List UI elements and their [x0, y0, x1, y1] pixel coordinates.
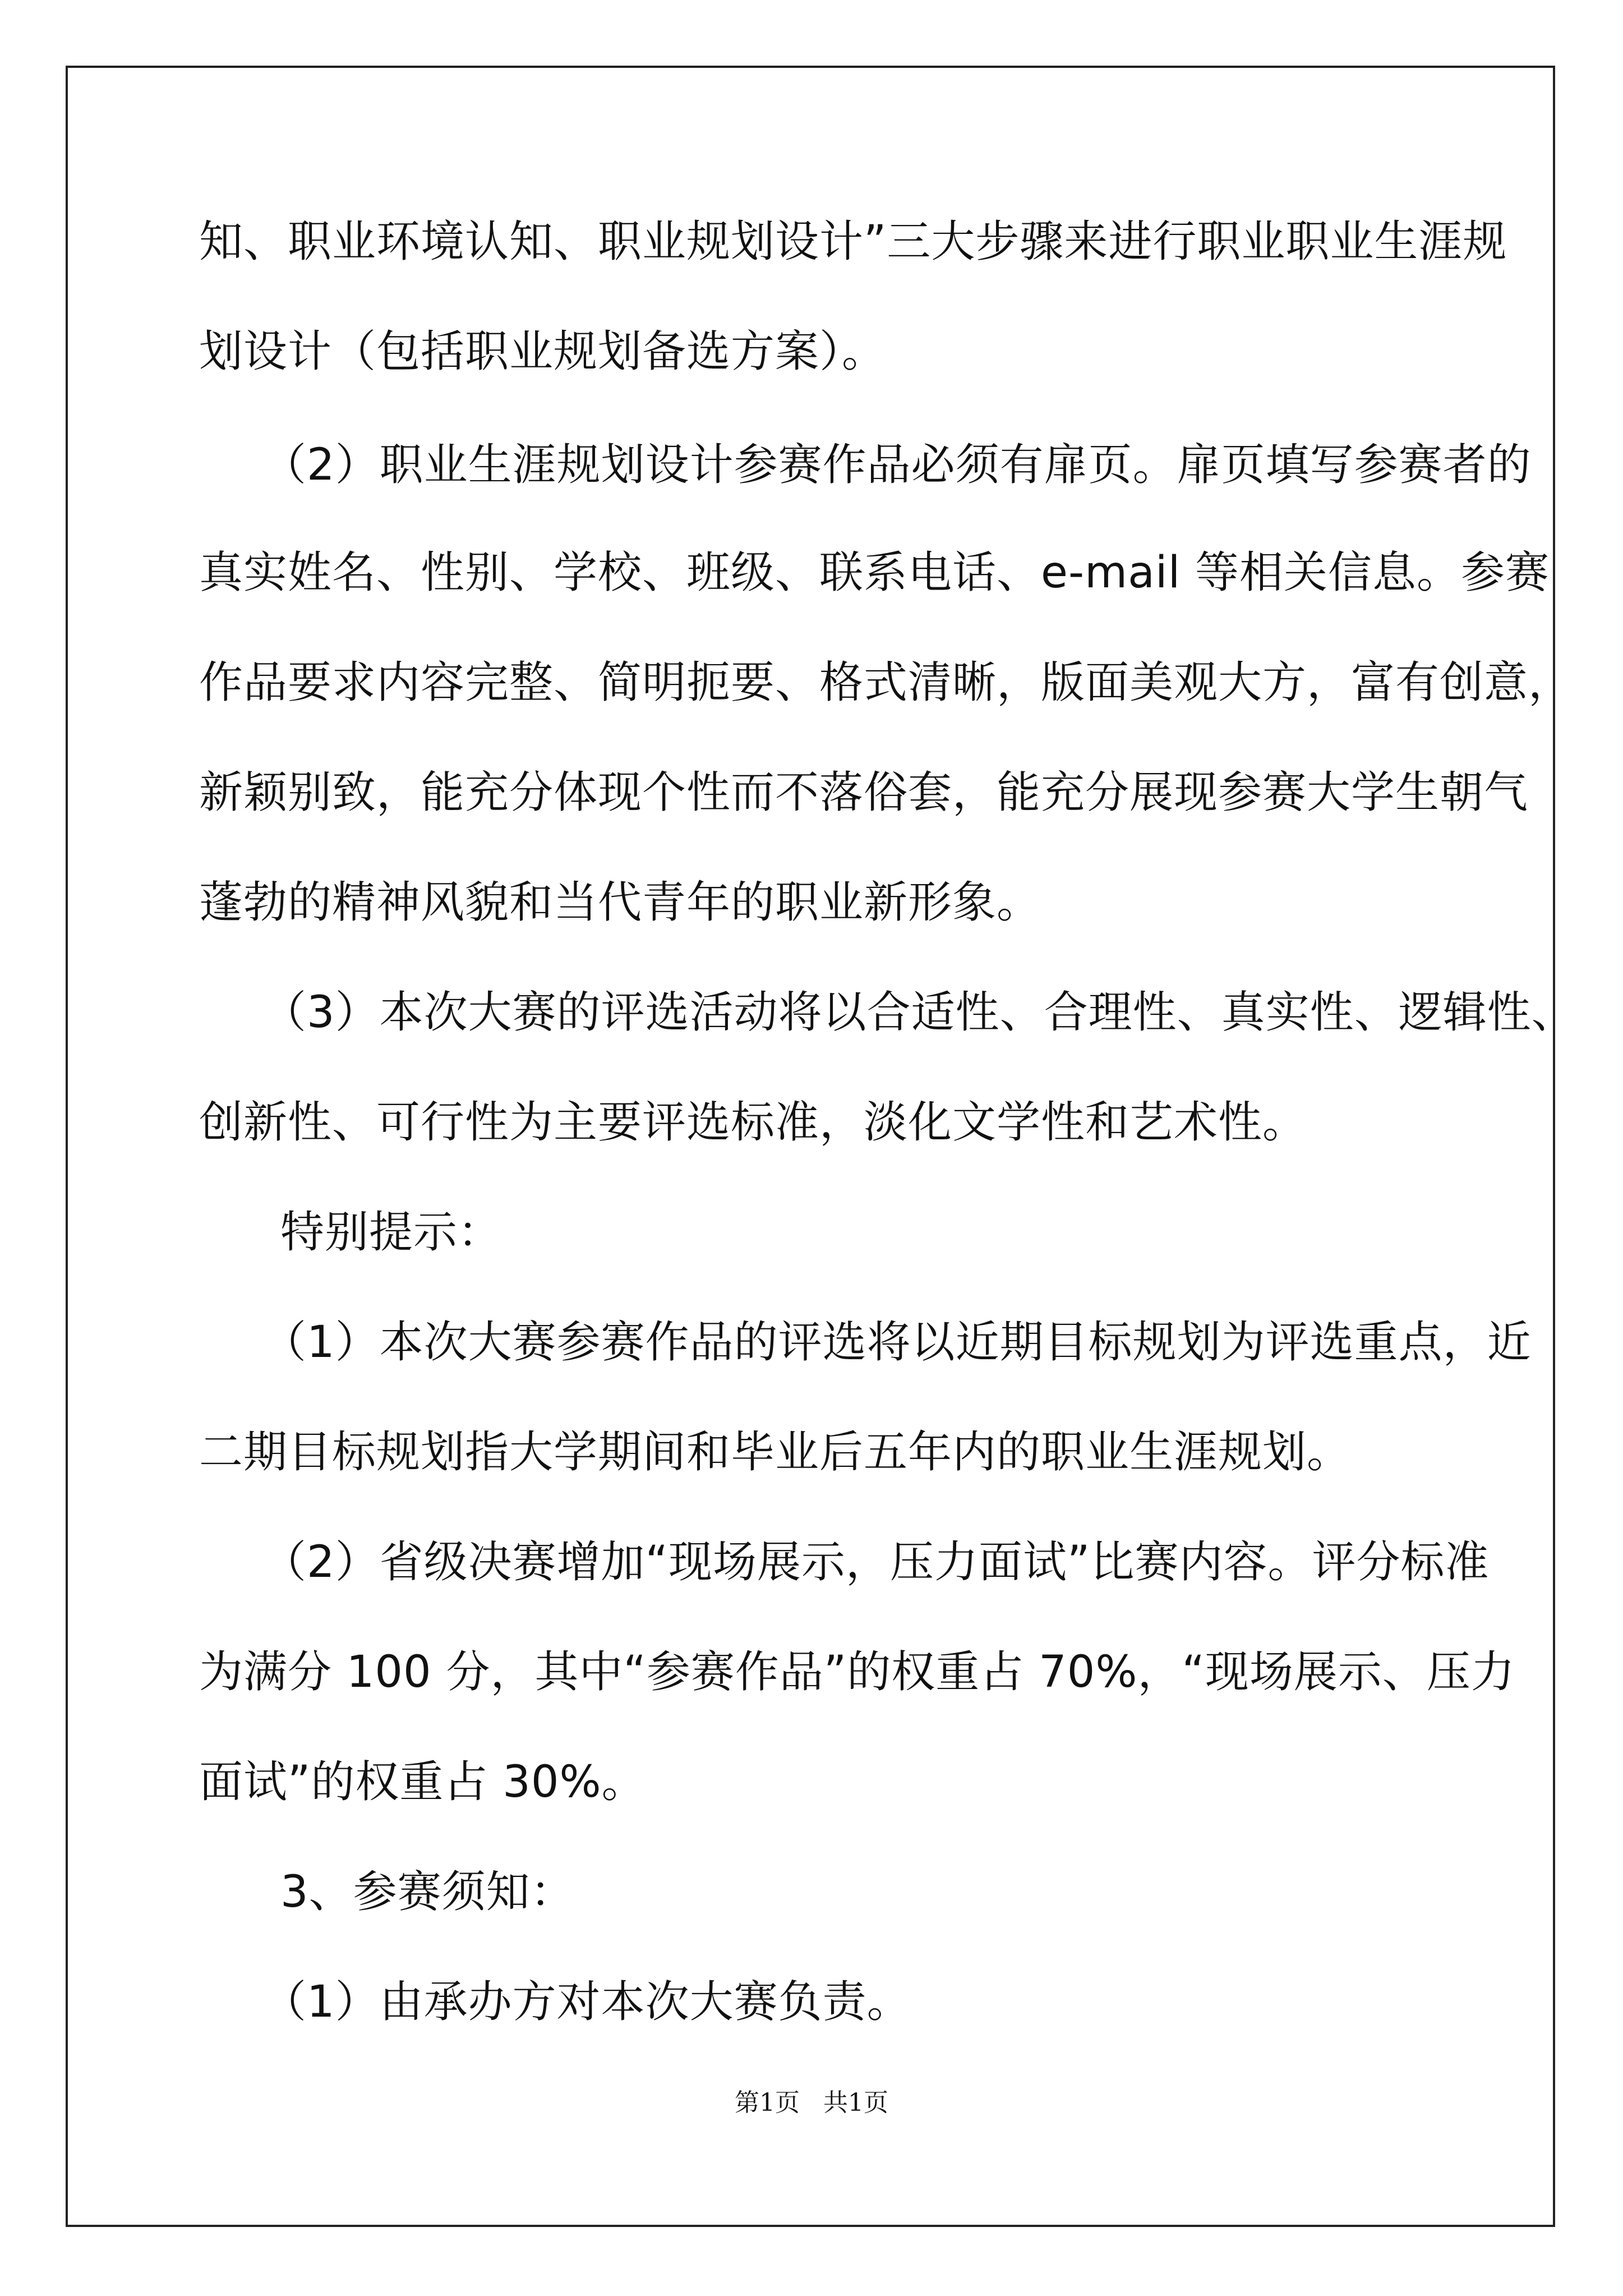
body-line: 面试”的权重占 30%。	[199, 1757, 646, 1807]
body-line: （2）职业生涯规划设计参赛作品必须有扉页。扉页填写参赛者的	[262, 440, 1532, 490]
body-line: 创新性、可行性为主要评选标准，淡化文学性和艺术性。	[199, 1097, 1307, 1148]
body-line: 知、职业环境认知、职业规划设计”三大步骤来进行职业职业生涯规	[199, 217, 1507, 267]
section-heading: 特别提示：	[280, 1207, 502, 1258]
section-heading: 3、参赛须知：	[280, 1867, 575, 1917]
body-line: 二期目标规划指大学期间和毕业后五年内的职业生涯规划。	[199, 1427, 1352, 1478]
body-line: 蓬勃的精神风貌和当代青年的职业新形象。	[199, 877, 1041, 928]
body-line: 为满分 100 分，其中“参赛作品”的权重占 70%，“现场展示、压力	[199, 1647, 1515, 1697]
body-line: （1）由承办方对本次大赛负责。	[262, 1977, 911, 2027]
body-line: （2）省级决赛增加“现场展示，压力面试”比赛内容。评分标准	[262, 1537, 1490, 1588]
body-line: （1）本次大赛参赛作品的评选将以近期目标规划为评选重点，近	[262, 1317, 1532, 1368]
body-line: （3）本次大赛的评选活动将以合适性、合理性、真实性、逻辑性、	[262, 987, 1576, 1038]
page-footer: 第1页 共1页	[735, 2088, 888, 2117]
body-line: 真实姓名、性别、学校、班级、联系电话、e-mail 等相关信息。参赛	[199, 547, 1550, 598]
body-line: 作品要求内容完整、简明扼要、格式清晰，版面美观大方，富有创意，	[199, 657, 1573, 708]
body-line: 新颖别致，能充分体现个性而不落俗套，能充分展现参赛大学生朝气	[199, 767, 1529, 818]
body-line: 划设计（包括职业规划备选方案）。	[199, 326, 887, 377]
